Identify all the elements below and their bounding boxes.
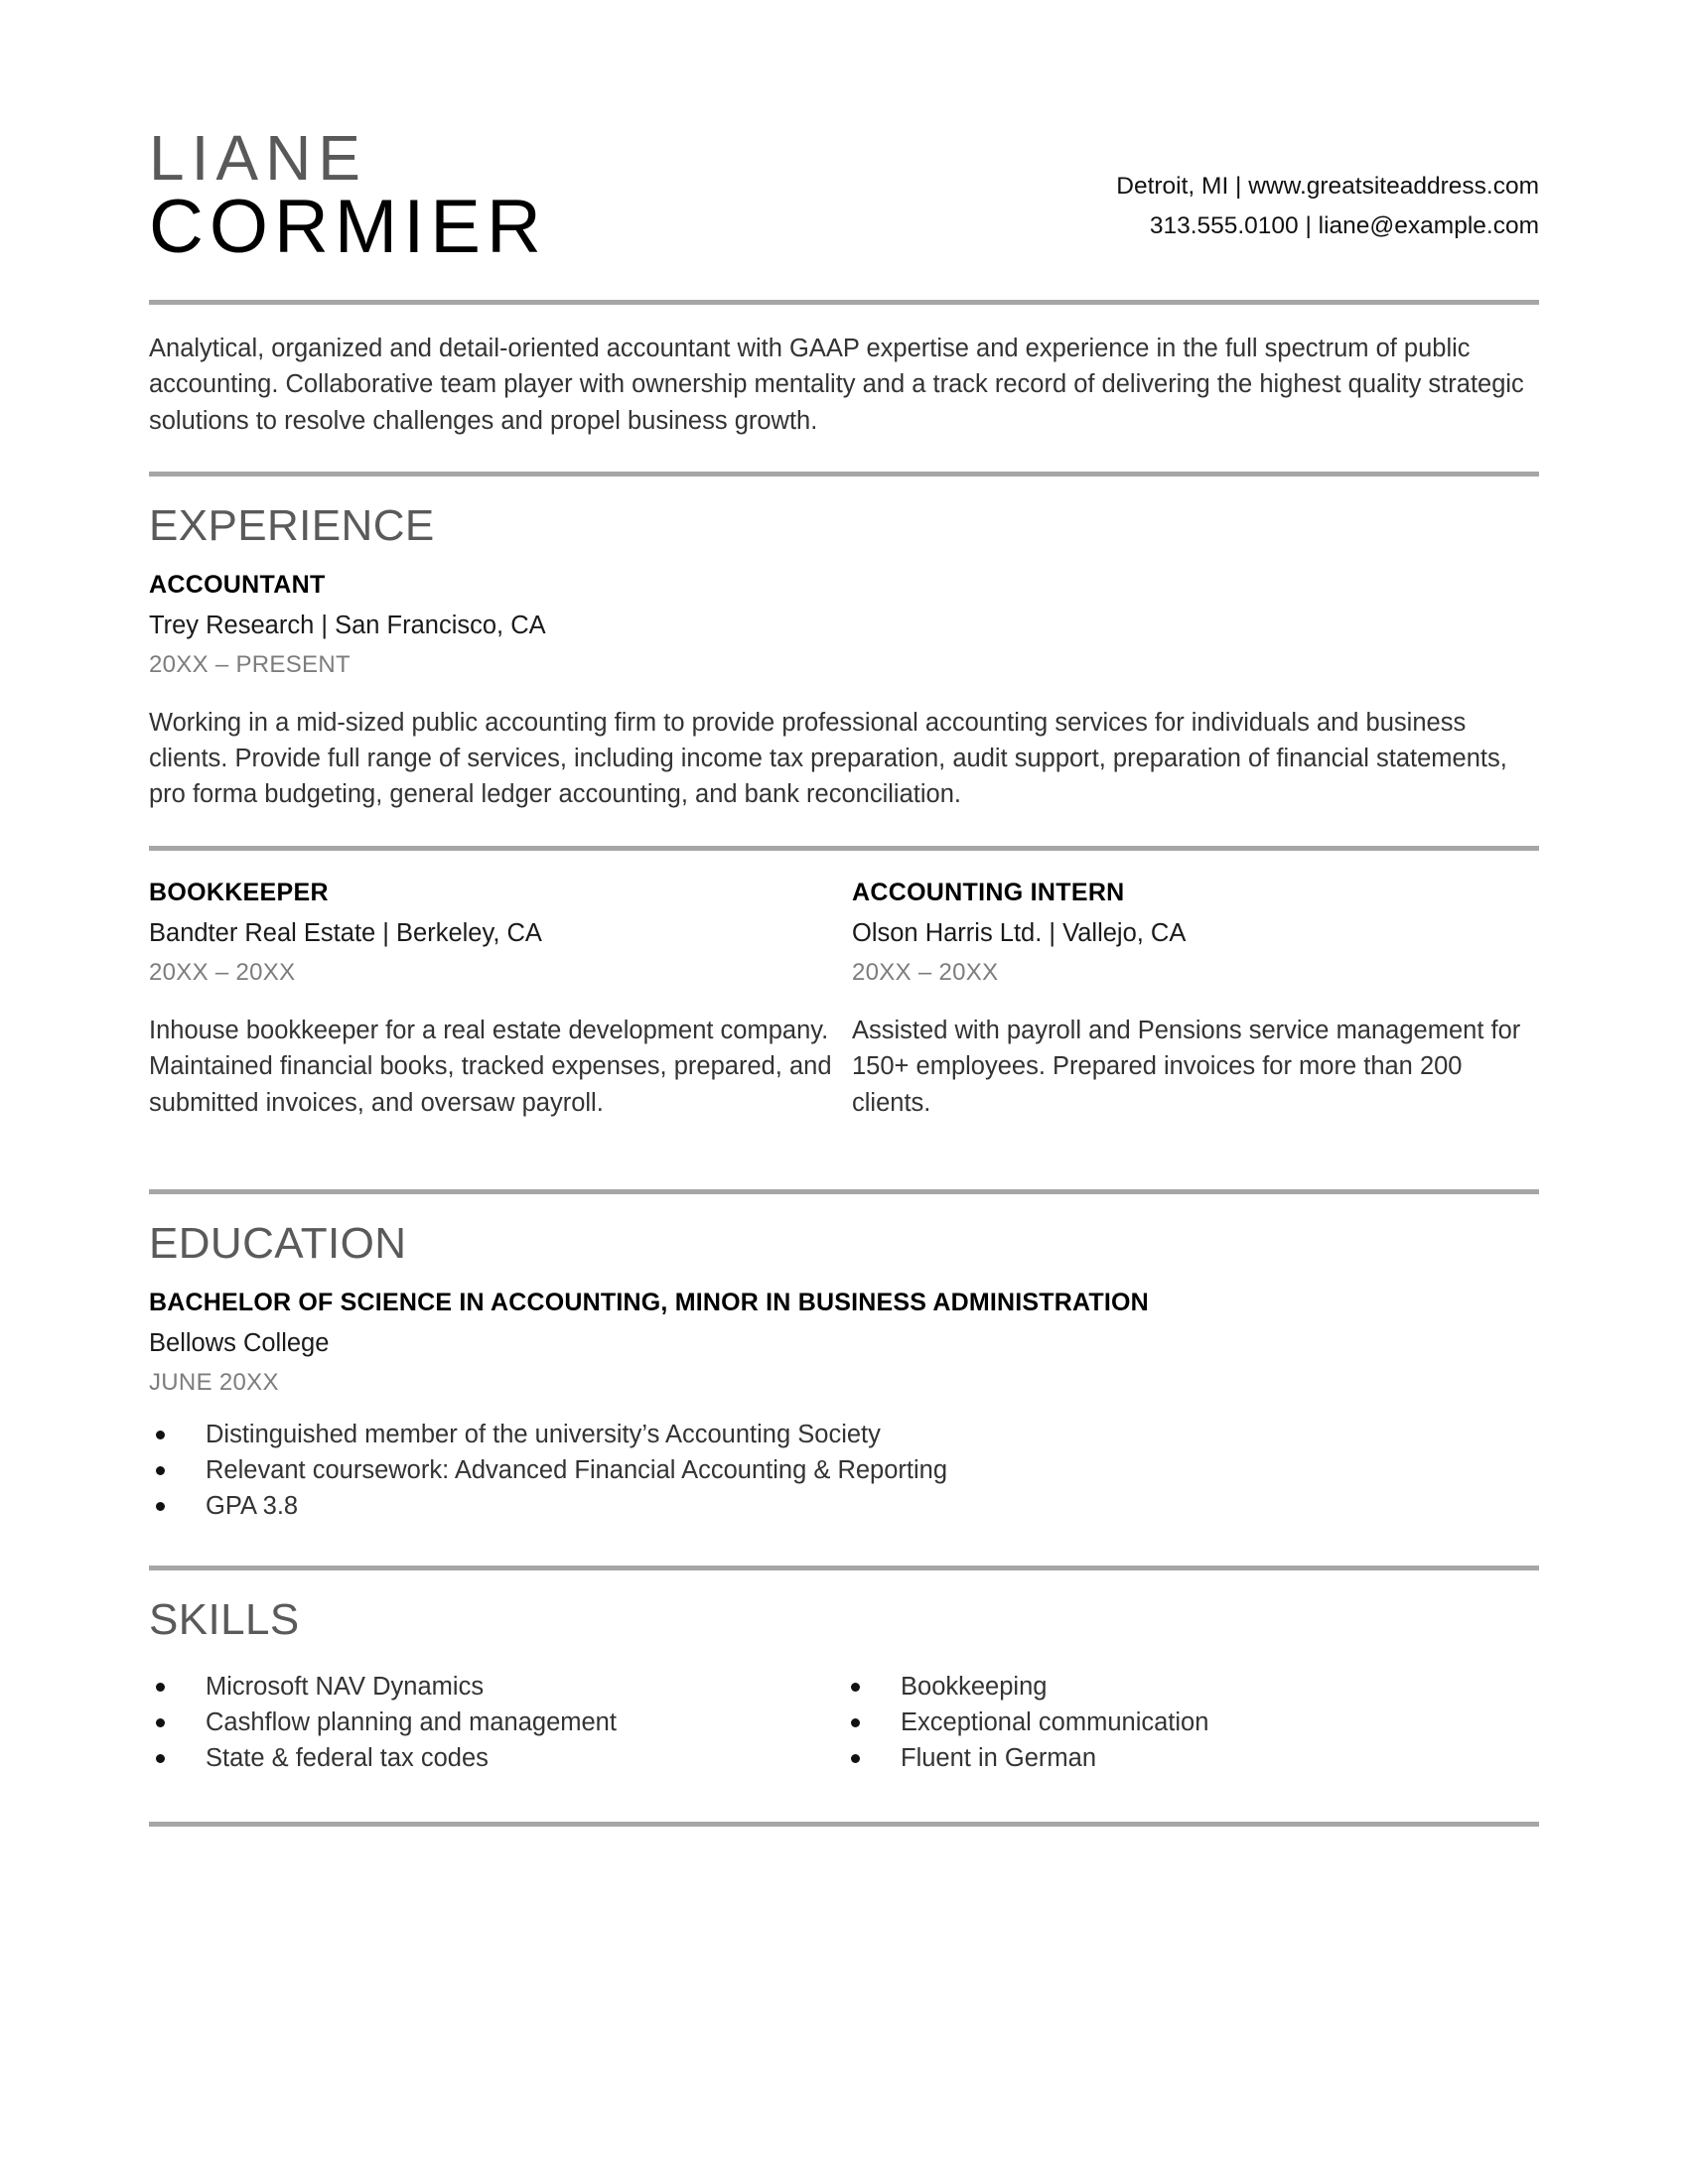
section-heading-skills: SKILLS — [149, 1595, 300, 1645]
job-title: ACCOUNTANT — [149, 570, 326, 599]
education-degree: BACHELOR OF SCIENCE IN ACCOUNTING, MINOR IN BUSINESS ADMINISTRATION — [149, 1288, 1149, 1316]
divider-below-experience — [149, 1189, 1539, 1194]
education-school: Bellows College — [149, 1328, 330, 1357]
skills-column-left — [149, 1669, 844, 1777]
skills-bullet-list-right — [844, 1669, 1539, 1777]
experience-entry-bookkeeper — [149, 875, 844, 1146]
job-organization: Bandter Real Estate | Berkeley, CA — [149, 919, 542, 948]
divider-below-summary — [149, 472, 1539, 477]
job-description: Working in a mid-sized public accounting firm to provide professional accounting services for individuals and business clients. Provide full range of services, including income tax preparation, audit support, preparation of financial statements, pro forma budgeting, general ledger accounting, and bank reconciliation. — [149, 708, 1507, 808]
education-date: JUNE 20XX — [149, 1368, 279, 1396]
skills-columns — [149, 1669, 1539, 1777]
job-dates: 20XX – PRESENT — [149, 650, 351, 678]
job-organization: Olson Harris Ltd. | Vallejo, CA — [852, 919, 1187, 948]
experience-entry-accounting-intern — [844, 875, 1539, 1146]
job-description: Inhouse bookkeeper for a real estate development company. Maintained financial books, tracked expenses, prepared, and submitted invoices, and oversaw payroll. — [149, 1017, 832, 1117]
list-item: State & federal tax codes — [149, 1740, 844, 1776]
divider-below-skills — [149, 1822, 1539, 1827]
job-dates: 20XX – 20XX — [149, 959, 296, 987]
skills-column-right — [844, 1669, 1539, 1777]
candidate-name — [149, 122, 547, 270]
job-description: Assisted with payroll and Pensions service management for 150+ employees. Prepared invoices for more than 200 clients. — [852, 1017, 1521, 1117]
experience-entry-primary — [149, 567, 1539, 813]
skills-bullet-list-left — [149, 1669, 844, 1777]
professional-summary: Analytical, organized and detail-oriented accountant with GAAP expertise and experience in the full spectrum of public accounting. Collaborative team player with ownership mentality and a track record of delivering the highest quality strategic solutions to resolve challenges and propel business growth. — [149, 334, 1524, 435]
list-item: Exceptional communication — [844, 1705, 1539, 1740]
job-title: ACCOUNTING INTERN — [852, 879, 1125, 907]
list-item: Fluent in German — [844, 1740, 1539, 1776]
candidate-last-name: CORMIER — [149, 185, 547, 270]
contact-info — [1116, 167, 1539, 263]
list-item: GPA 3.8 — [149, 1488, 1539, 1524]
contact-location-website: Detroit, MI | www.greatsiteaddress.com — [1116, 173, 1539, 201]
resume-header — [149, 0, 1539, 270]
divider-below-header — [149, 300, 1539, 305]
job-organization: Trey Research | San Francisco, CA — [149, 611, 546, 639]
section-heading-experience: EXPERIENCE — [149, 501, 435, 551]
list-item: Relevant coursework: Advanced Financial Accounting & Reporting — [149, 1452, 1539, 1488]
experience-secondary-jobs — [149, 875, 1539, 1146]
job-title: BOOKKEEPER — [149, 879, 329, 907]
candidate-first-name: LIANE — [149, 122, 367, 194]
education-bullet-list — [149, 1417, 1539, 1525]
list-item: Microsoft NAV Dynamics — [149, 1669, 844, 1705]
resume-content — [149, 0, 1539, 1827]
list-item: Bookkeeping — [844, 1669, 1539, 1705]
list-item: Distinguished member of the university’s Accounting Society — [149, 1417, 1539, 1452]
section-heading-education: EDUCATION — [149, 1219, 407, 1269]
list-item: Cashflow planning and management — [149, 1705, 844, 1740]
contact-phone-email: 313.555.0100 | liane@example.com — [1149, 212, 1539, 240]
divider-below-education — [149, 1566, 1539, 1570]
divider-below-primary-job — [149, 846, 1539, 851]
education-entry — [149, 1285, 1539, 1525]
job-dates: 20XX – 20XX — [852, 959, 999, 987]
